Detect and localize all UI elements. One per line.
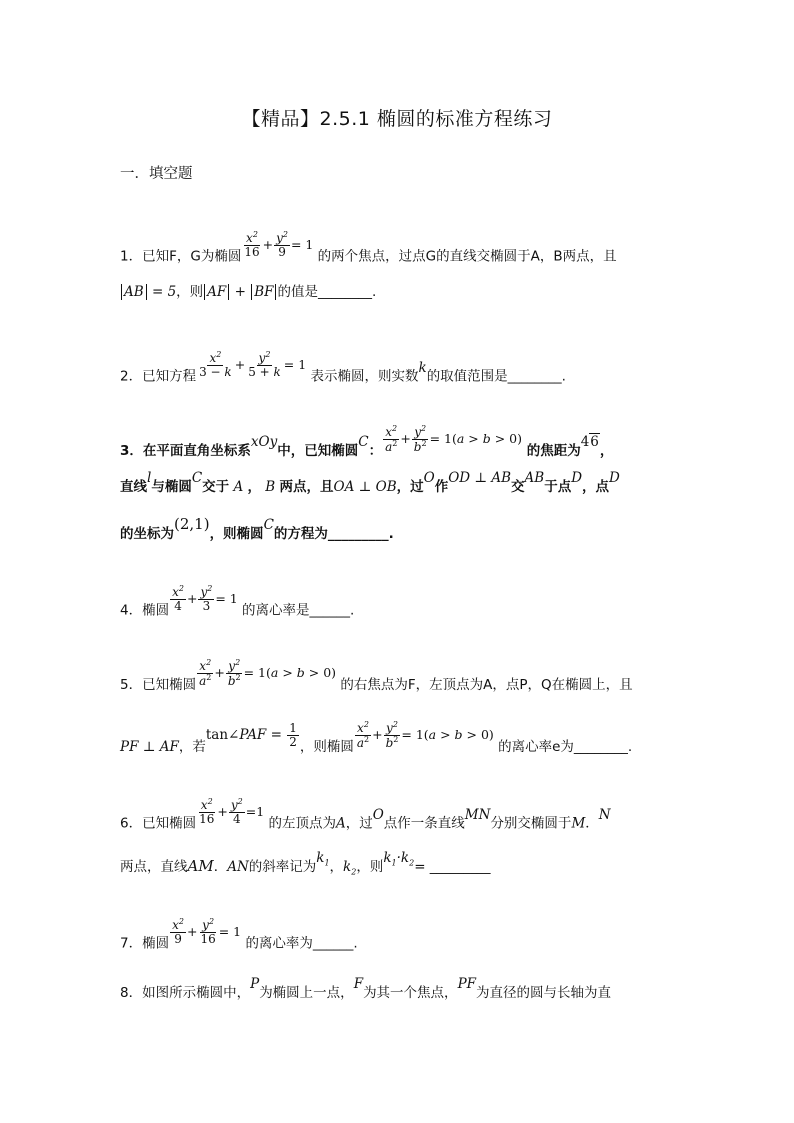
formula-fraction: $\frac{x^2}{3 - k}$ <box>199 350 232 379</box>
formula-fraction: $\frac{y^2}{3}$ <box>200 584 213 613</box>
formula-af-bf: AF + BF <box>203 284 277 300</box>
question-3-line-3: 的坐标为(2,1)，则椭圆C的方程为_________. <box>120 515 394 542</box>
formula-fraction: $\frac{y^2}{b^2}$ <box>227 658 241 688</box>
formula-fraction: $\frac{x^2}{a^2}$ <box>199 658 212 688</box>
section-heading: 一．填空题 <box>120 166 193 182</box>
formula-fraction: $\frac{1}{2}$ <box>289 721 297 749</box>
formula-fraction: $\frac{y^2}{16}$ <box>200 917 216 946</box>
question-4: 4．椭圆 $\frac{x^2}{4}$ + $\frac{y^2}{3}$ = 1 的离心率是______. <box>120 584 355 619</box>
formula-fraction: $\frac{x^2}{a^2}$ <box>385 424 398 454</box>
formula-fraction: $\frac{y^2}{9}$ <box>276 230 288 259</box>
question-3-line-1: 3．在平面直角坐标系xOy中，已知椭圆C： $\frac{x^2}{a^2}$ + $\frac{y^2}{b^2}$ = 1(a > b > 0) 的焦距为46， <box>120 424 614 460</box>
question-6-line-2: 两点，直线AM．AN的斜率记为$k_1$，$k_2$，则$k_1\cdot k_2=$ _________ <box>120 850 491 877</box>
formula-fraction: $\frac{x^2}{16}$ <box>199 797 215 826</box>
question-8: 8．如图所示椭圆中，P为椭圆上一点，F为其一个焦点，PF为直径的圆与长轴为直 <box>120 976 612 1001</box>
formula-fraction: $\frac{x^2}{9}$ <box>172 917 184 946</box>
formula-ab: AB = 5 <box>120 284 176 300</box>
formula-fraction: $\frac{y^2}{5 + k}$ <box>248 350 281 379</box>
question-7: 7．椭圆 $\frac{x^2}{9}$ + $\frac{y^2}{16}$ = 1 的离心率为______. <box>120 917 358 952</box>
question-6-line-1: 6．已知椭圆 $\frac{x^2}{16}$ + $\frac{y^2}{4}$ =1 的左顶点为A，过O点作一条直线MN分别交椭圆于M．N <box>120 797 611 832</box>
question-1-line-1: 1．已知F，G为椭圆 $\frac{x^2}{16}$ + $\frac{y^2}{9}$ = 1 的两个焦点，过点G的直线交椭圆于A，B两点，且 <box>120 230 617 265</box>
formula-fraction: $\frac{y^2}{b^2}$ <box>413 424 427 454</box>
formula-fraction: $\frac{x^2}{a^2}$ <box>356 720 370 750</box>
question-3-line-2: 直线l与椭圆C交于 A ， B 两点，且OA ⊥ OB，过O作OD ⊥ AB交AB于点D，点D <box>120 470 620 495</box>
question-5-line-2: PF ⊥ AF，若tan∠PAF = $\frac{1}{2}$ ，则椭圆 $\frac{x^2}{a^2}$ + $\frac{y^2}{b^2}$ = 1(a > b > 0) 的离心率e为________. <box>120 720 633 756</box>
formula-fraction: $\frac{x^2}{4}$ <box>172 584 184 613</box>
question-1-line-2: AB = 5，则 AF + BF 的值是________. <box>120 280 376 300</box>
page-title: 【精品】2.5.1 椭圆的标准方程练习 <box>241 108 553 130</box>
formula-fraction: $\frac{y^2}{4}$ <box>230 797 243 826</box>
formula-fraction: $\frac{x^2}{16}$ <box>244 230 260 259</box>
question-5-line-1: 5．已知椭圆 $\frac{x^2}{a^2}$ + $\frac{y^2}{b^2}$ = 1(a > b > 0) 的右焦点为F，左顶点为A，点P，Q在椭圆上，且 <box>120 658 633 694</box>
formula-fraction: $\frac{y^2}{b^2}$ <box>385 720 399 750</box>
question-2: 2．已知方程 $\frac{x^2}{3 - k}$ + $\frac{y^2}{5 + k}$ = 1 表示椭圆，则实数k的取值范围是________. <box>120 350 566 385</box>
